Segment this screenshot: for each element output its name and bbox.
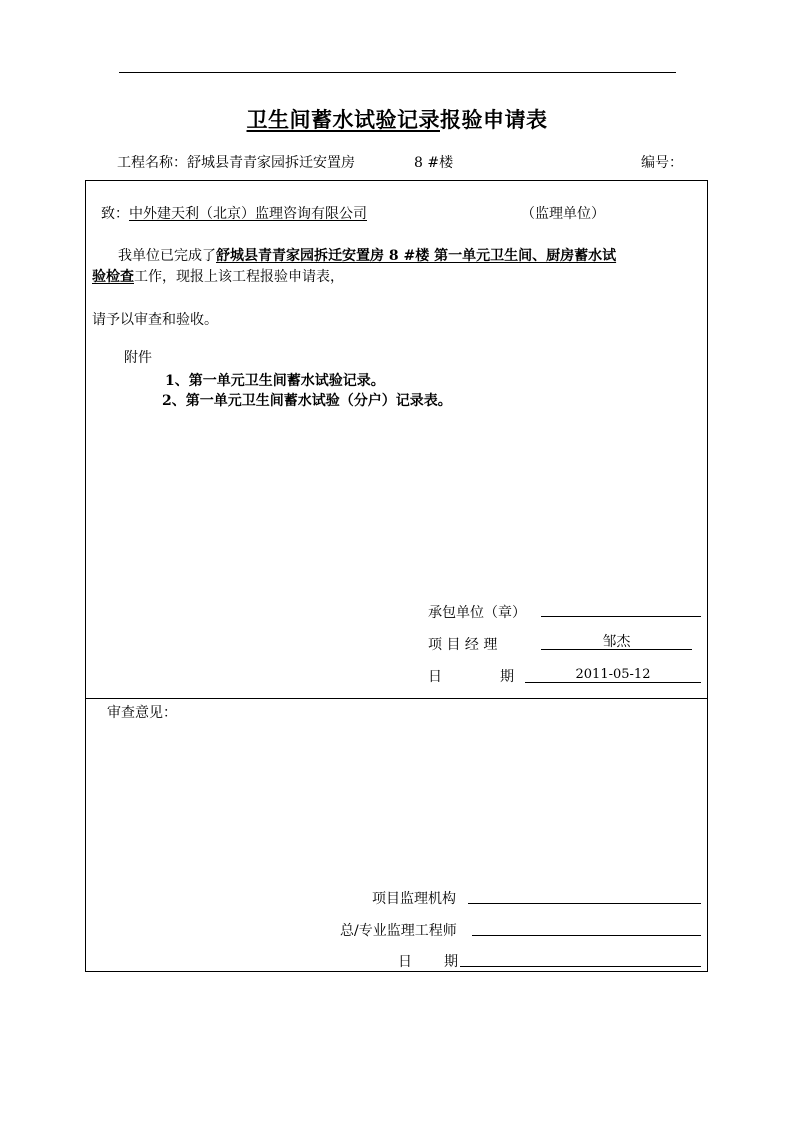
to-label: 致： [101, 206, 129, 222]
project-manager-label: 项 目 经 理 [428, 637, 498, 653]
contractor-date-field [525, 666, 701, 683]
supervision-org-label: 项目监理机构 [372, 891, 456, 907]
contractor-unit-field [541, 602, 701, 621]
review-date-label-1: 日 [398, 954, 412, 970]
project-manager-value: 邹杰 [541, 635, 692, 650]
addressee-line [101, 203, 391, 223]
statement-project: 舒城县青青家园拆迁安置房 8 #楼 第一单元卫生间、厨房蓄水试 [216, 248, 617, 264]
project-info [117, 152, 355, 172]
statement-line-1 [118, 245, 616, 265]
project-manager-field [541, 634, 692, 650]
statement-project-cont: 验检查 [92, 269, 134, 285]
contractor-date-value: 2011-05-12 [525, 668, 701, 683]
review-date-label-2: 期 [444, 954, 458, 970]
attachments-label: 附件 [124, 350, 152, 366]
contractor-unit-label: 承包单位（章） [428, 605, 526, 621]
review-date-field [460, 952, 701, 971]
title-rest: 报验申请表 [440, 107, 548, 132]
contractor-date-label-2: 期 [500, 669, 514, 685]
contractor-date-label-1: 日 [428, 669, 442, 685]
statement-request: 请予以审查和验收。 [92, 312, 218, 328]
review-date-line [460, 952, 701, 967]
attachment-item-1: 1、第一单元卫生间蓄水试验记录。 [165, 373, 385, 389]
review-label: 审查意见： [107, 705, 177, 721]
supervising-engineer-label: 总/专业监理工程师 [340, 923, 457, 939]
supervision-org-field [468, 889, 701, 908]
project-label: 工程名称： [117, 155, 187, 171]
section-divider [86, 698, 708, 699]
page-title [0, 104, 794, 134]
supervisor-company: 中外建天利（北京）监理咨询有限公司 [129, 206, 367, 222]
form-frame [85, 180, 708, 972]
title-underlined-part: 卫生间蓄水试验记录 [246, 107, 440, 132]
attachment-item-2: 2、第一单元卫生间蓄水试验（分户）记录表。 [162, 393, 452, 409]
supervising-engineer-field [472, 921, 701, 940]
contractor-unit-value [541, 602, 701, 617]
building-number: 8 #楼 [414, 155, 454, 171]
supervisor-role: （监理单位） [521, 206, 605, 222]
supervising-engineer-line [472, 921, 701, 936]
project-name: 舒城县青青家园拆迁安置房 [187, 155, 355, 171]
statement-line-2 [92, 266, 344, 286]
form-number-label: 编号： [641, 155, 683, 171]
supervision-org-line [468, 889, 701, 904]
statement-suffix: 工作，现报上该工程报验申请表， [134, 269, 344, 285]
header-rule [119, 72, 676, 73]
statement-prefix: 我单位已完成了 [118, 248, 216, 264]
